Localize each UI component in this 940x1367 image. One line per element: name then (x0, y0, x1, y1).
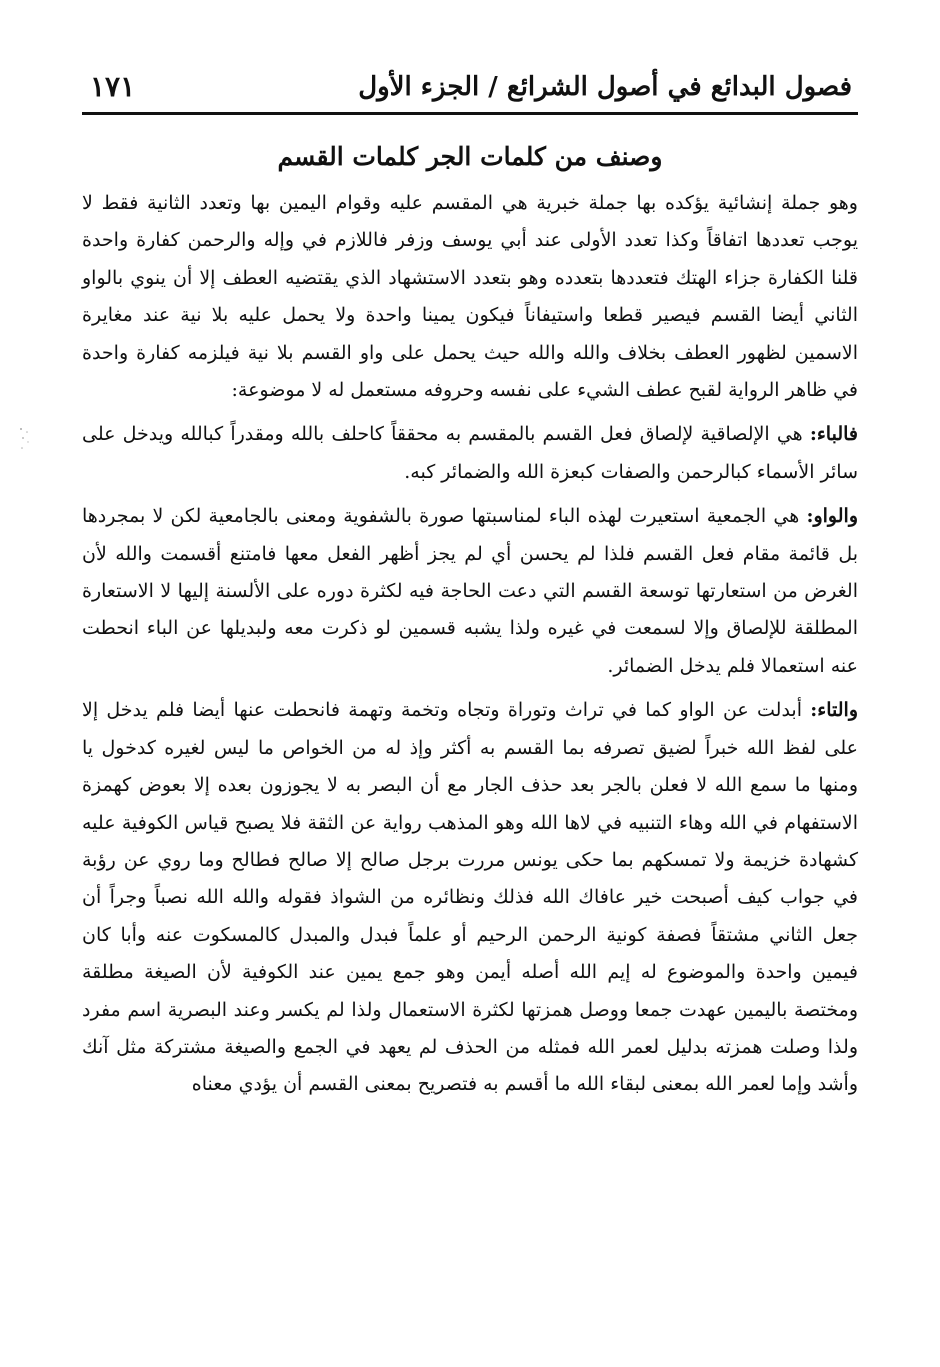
smudge-icon (18, 426, 32, 456)
paragraph-ba (82, 416, 858, 491)
paragraph-lead: فالباء: (809, 423, 858, 446)
paragraph-intro (82, 185, 858, 409)
page-number: ١٧١ (90, 70, 136, 103)
paragraph-lead: والتاء: (810, 699, 858, 722)
page-header (82, 62, 858, 115)
paragraph-text: وهو جملة إنشائية يؤكده بها جملة خبرية هي المقسم عليه وقوام اليمين بها وتعدد الثانية فقط لا يوجب تعددها اتفاقاً وكذا تعدد الأولى عند أبي يوسف وزفر فاللازم في وإله والرحمن كفارة واحدة قلنا الكفارة جزاء الهتك فتعددها بتعدده وهو بتعدد الاستشهاد الذي يقتضيه العطف إلا أن ينوي بالواو الثاني أيضا القسم فيصير قطعا واستيفاناً فيكون يمينا واحدة ولا يحمل عليه بلا نية عند مغايرة الاسمين لظهور العطف بخلاف والله والله حيث يحمل على واو القسم بلا نية فيلزمه كفارة واحدة في ظاهر الرواية لقبح عطف الشيء على نفسه وحروفه مستعمل له لا موضوعة: (82, 192, 858, 402)
document-page (82, 62, 858, 1352)
running-title: فصول البدائع في أصول الشرائع / الجزء الأول (358, 72, 852, 102)
paragraph-text: هي الإلصاقية لإلصاق فعل القسم بالمقسم به محققاً كاحلف بالله ومقدراً كبالله ويدخل على سائر الأسماء كبالرحمن والصفات كبعزة الله والضمائر كبه. (82, 423, 858, 483)
margin-smudge-mark (18, 426, 32, 456)
paragraph-text: هي الجمعية استعيرت لهذه الباء لمناسبتها صورة بالشفوية ومعنى بالجامعية لكن لا بمجردها بل قائمة مقام فعل القسم فلذا لم يحسن أي لم يجز أظهر الفعل معها فامتنع أقسمت والله لأن الغرض من استعارتها توسعة القسم التي دعت الحاجة فيه لكثرة دوره على الألسنة إليها لا الاستعارة المطلقة للإلصاق وإلا لسمعت في غيره ولذا يشبه قسمين لو ذكرت معه ولبديلها عن الباء انحطت عنه استعمالا فلم يدخل الضمائر. (82, 505, 858, 677)
paragraph-lead: والواو: (806, 505, 858, 528)
section-heading: وصنف من كلمات الجر كلمات القسم (277, 142, 663, 171)
paragraph-ta (82, 692, 858, 1103)
paragraph-text: أبدلت عن الواو كما في تراث وتوراة وتجاه وتخمة وتهمة فانحطت عنها أيضا فلم يدخل إلا على لفظ الله خبراً لضيق تصرفه بما القسم به أكثر وإذ له من الخواص ما ليس لغيره كدخول يا ومنها ما سمع الله لا فعلن بالجر بعد حذف الجار مع أن البصر به لا يجوزون بعده إلا بعوض كهمزة الاستفهام في الله وهاء التنبيه في لاها الله وهو المذهب رواية عن الثقة فلا يصبح قياس الكوفية عليه كشهادة خزيمة ولا تمسكهم بما حكى يونس مررت برجل صالح إلا صالح فطالح وما روي عن رؤبة في جواب كيف أصبحت خير عافاك الله فذلك ونظائره من الشواذ فقوله والله الله نصباً وجراً أن جعل الثاني مشتقاً فصفة كونية الرحمن الرحيم أو علماً فبدل والمبدل كالمسكوت عنه وأبا كان فيمين واحدة والموضوع له إيم الله أصله أيمن وهو جمع يمين عند الكوفية لأن الصيغة مطلقة ومختصة باليمين عهدت جمعا ووصل همزتها لكثرة الاستعمال ولذا لم يكسر وعند البصرية اسم مفرد ولذا وصلت همزته بدليل لعمر الله فمثله من الحذف لم يعهد في الجمع والصيغة مشتركة مثل آنك وأشد وإما لعمر الله بمعنى لبقاء الله ما أقسم به فتصريح بمعنى القسم أن يؤدي معناه (82, 699, 858, 1096)
paragraph-waw (82, 498, 858, 685)
